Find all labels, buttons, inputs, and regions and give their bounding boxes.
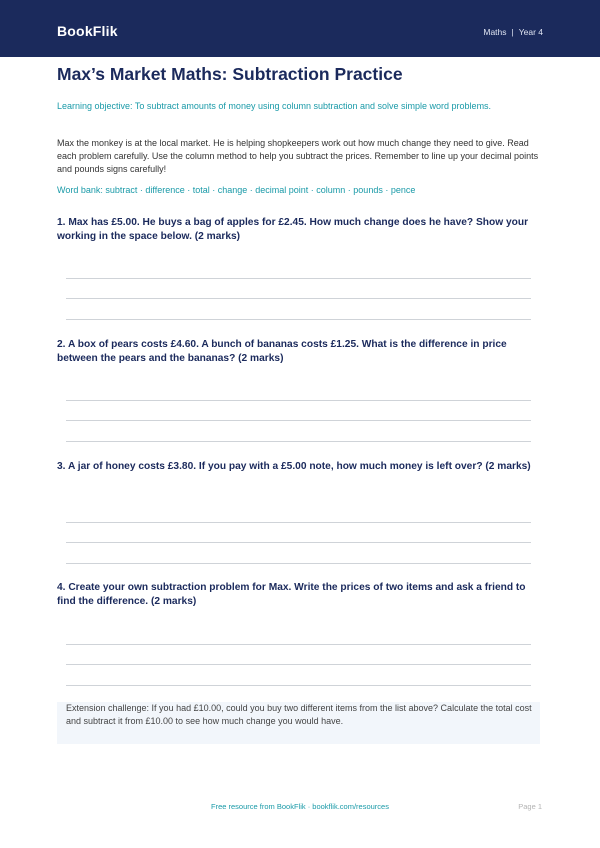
answer-line[interactable] xyxy=(66,420,531,421)
question-4: 4. Create your own subtraction problem for Max. Write the prices of two items and ask a friend to find the difference. (2 marks) xyxy=(57,582,526,607)
question-2: 2. A box of pears costs £4.60. A bunch of bananas costs £1.25. What is the difference in price between the pears and the bananas? (2 marks) xyxy=(57,339,507,364)
page-number: Page 1 xyxy=(518,802,542,811)
question-3: 3. A jar of honey costs £3.80. If you pay with a £5.00 note, how much money is left over? (2 marks) xyxy=(57,461,531,472)
answer-line[interactable] xyxy=(66,644,531,645)
answer-line[interactable] xyxy=(66,441,531,442)
answer-line[interactable] xyxy=(66,298,531,299)
answer-line[interactable] xyxy=(66,664,531,665)
answer-line[interactable] xyxy=(66,542,531,543)
subject-label: Maths xyxy=(483,27,507,37)
extension-challenge: Extension challenge: If you had £10.00, could you buy two different items from the list above? Calculate the total cost and subtract it from £10.00 to see how much change you would have. xyxy=(57,702,540,744)
answer-line[interactable] xyxy=(66,522,531,523)
year-label: Year 4 xyxy=(518,27,543,37)
learning-objective: Learning objective: To subtract amounts of money using column subtraction and solve simple word problems. xyxy=(57,101,492,111)
answer-line[interactable] xyxy=(66,278,531,279)
answer-line[interactable] xyxy=(66,685,531,686)
intro-paragraph: Max the monkey is at the local market. He is helping shopkeepers work out how much change they need to give. Read each problem carefully. Use the column method to help you subtract the prices. Remember to line up your decimal points and pounds signs carefully! xyxy=(57,138,539,174)
page-title: Max’s Market Maths: Subtraction Practice xyxy=(57,64,403,84)
footer-credit: Free resource from BookFlik · bookflik.com/resources xyxy=(211,802,389,811)
word-bank: Word bank: subtract · difference · total · change · decimal point · column · pounds · pence xyxy=(57,185,416,195)
separator: | xyxy=(511,27,514,37)
brand-logo: BookFlik xyxy=(57,23,118,39)
question-1: 1. Max has £5.00. He buys a bag of apples for £2.45. How much change does he have? Show your working in the space below. (2 marks) xyxy=(57,217,529,242)
answer-line[interactable] xyxy=(66,400,531,401)
answer-line[interactable] xyxy=(66,319,531,320)
answer-line[interactable] xyxy=(66,563,531,564)
page-header xyxy=(0,0,600,57)
subject-year-label xyxy=(483,27,543,37)
